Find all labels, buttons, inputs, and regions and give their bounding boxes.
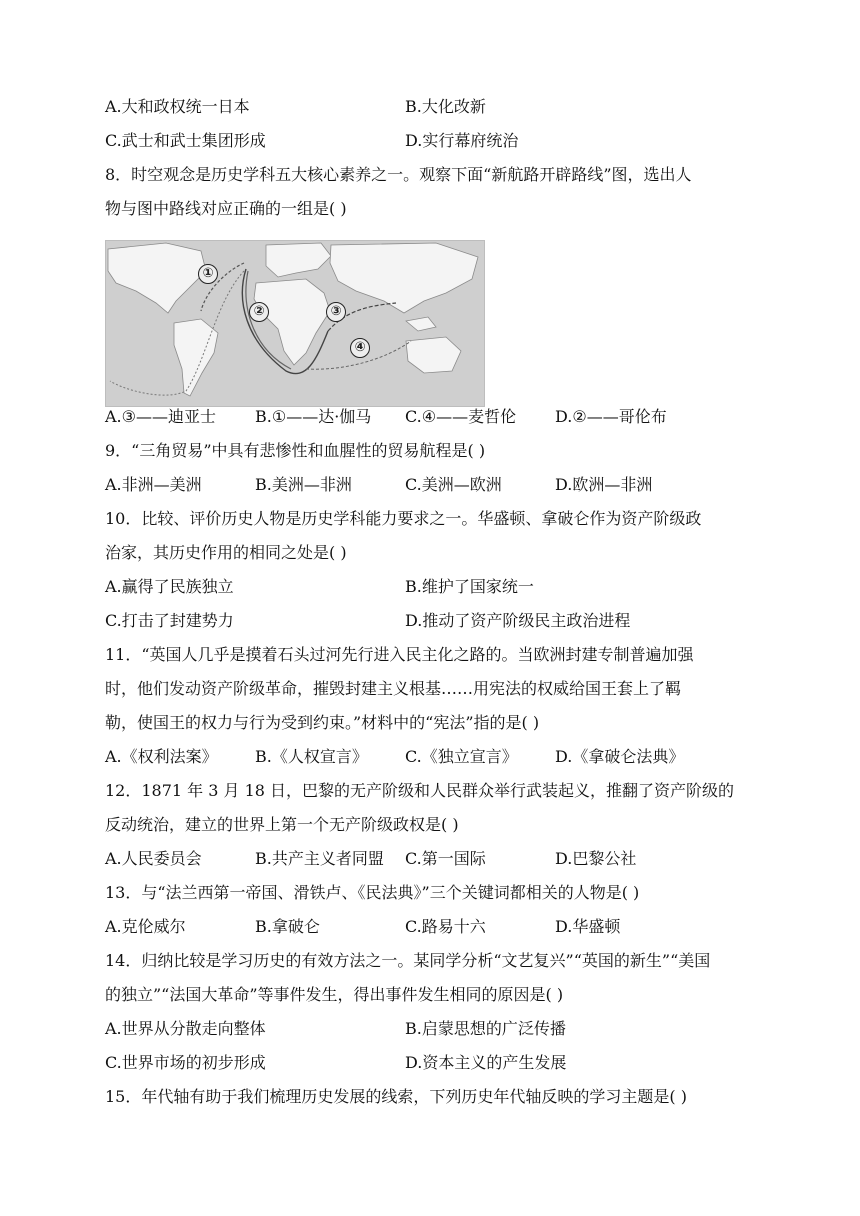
question-text-line: 勒，使国王的权力与行为受到约束。”材料中的“宪法”指的是( ) [105, 713, 540, 732]
answer-option: C.世界市场的初步形成 [105, 1053, 266, 1072]
answer-option: A.③——迪亚士 [105, 407, 216, 426]
question-text-line: 14．归纳比较是学习历史的有效方法之一。某同学分析“文艺复兴”“英国的新生”“美国 [105, 951, 711, 970]
answer-option: C.美洲—欧洲 [405, 475, 502, 494]
question-text-line: 11．“英国人几乎是摸着石头过河先行进入民主化之路的。当欧洲封建专制普遍加强 [105, 645, 694, 664]
answer-option: D.推动了资产阶级民主政治进程 [405, 611, 631, 630]
answer-option: D.《拿破仑法典》 [555, 747, 685, 766]
question-text-line: 15．年代轴有助于我们梳理历史发展的线索，下列历史年代轴反映的学习主题是( ) [105, 1087, 687, 1106]
answer-option: C.④——麦哲伦 [405, 407, 517, 426]
route-label-2: ② [249, 302, 269, 322]
answer-option: D.华盛顿 [555, 917, 621, 936]
question-text-line: 时，他们发动资产阶级革命，摧毁封建主义根基……用宪法的权威给国王套上了羁 [105, 679, 682, 698]
answer-option: B.大化改新 [405, 97, 486, 116]
question-text-line: 物与图中路线对应正确的一组是( ) [105, 199, 347, 218]
answer-option: B.维护了国家统一 [405, 577, 534, 596]
answer-option: A.《权利法案》 [105, 747, 218, 766]
question-text-line: 的独立”“法国大革命”等事件发生，得出事件发生相同的原因是( ) [105, 985, 564, 1004]
answer-option: B.共产主义者同盟 [255, 849, 384, 868]
answer-option: D.实行幕府统治 [405, 131, 519, 150]
answer-option: A.克伦威尔 [105, 917, 186, 936]
answer-option: C.第一国际 [405, 849, 486, 868]
answer-option: B.①——达·伽马 [255, 407, 372, 426]
question-text-line: 10．比较、评价历史人物是历史学科能力要求之一。华盛顿、拿破仑作为资产阶级政 [105, 509, 702, 528]
world-map-graphic [106, 241, 484, 406]
question-text-line: 反动统治，建立的世界上第一个无产阶级政权是( ) [105, 815, 459, 834]
answer-option: A.大和政权统一日本 [105, 97, 250, 116]
answer-option: A.世界从分散走向整体 [105, 1019, 266, 1038]
answer-option: A.非洲—美洲 [105, 475, 202, 494]
answer-option: B.美洲—非洲 [255, 475, 352, 494]
answer-option: C.《独立宣言》 [405, 747, 518, 766]
answer-option: A.人民委员会 [105, 849, 202, 868]
question-text-line: 13．与“法兰西第一帝国、滑铁卢、《民法典》”三个关键词都相关的人物是( ) [105, 883, 640, 902]
answer-option: C.打击了封建势力 [105, 611, 234, 630]
answer-option: A.赢得了民族独立 [105, 577, 234, 596]
answer-option: C.武士和武士集团形成 [105, 131, 266, 150]
answer-option: D.资本主义的产生发展 [405, 1053, 567, 1072]
question-text-line: 9．“三角贸易”中具有悲惨性和血腥性的贸易航程是( ) [105, 441, 486, 460]
question-text-line: 8．时空观念是历史学科五大核心素养之一。观察下面“新航路开辟路线”图，选出人 [105, 165, 692, 184]
answer-option: D.欧洲—非洲 [555, 475, 653, 494]
route-label-4: ④ [350, 338, 370, 358]
new-sea-routes-map [105, 240, 485, 407]
route-label-3: ③ [326, 302, 346, 322]
answer-option: B.拿破仑 [255, 917, 320, 936]
question-text-line: 治家，其历史作用的相同之处是( ) [105, 543, 347, 562]
route-label-1: ① [198, 264, 218, 284]
answer-option: C.路易十六 [405, 917, 486, 936]
answer-option: D.②——哥伦布 [555, 407, 667, 426]
answer-option: B.启蒙思想的广泛传播 [405, 1019, 566, 1038]
answer-option: B.《人权宣言》 [255, 747, 368, 766]
answer-option: D.巴黎公社 [555, 849, 637, 868]
question-text-line: 12．1871 年 3 月 18 日，巴黎的无产阶级和人民群众举行武装起义，推翻了资产阶级的 [105, 781, 735, 800]
